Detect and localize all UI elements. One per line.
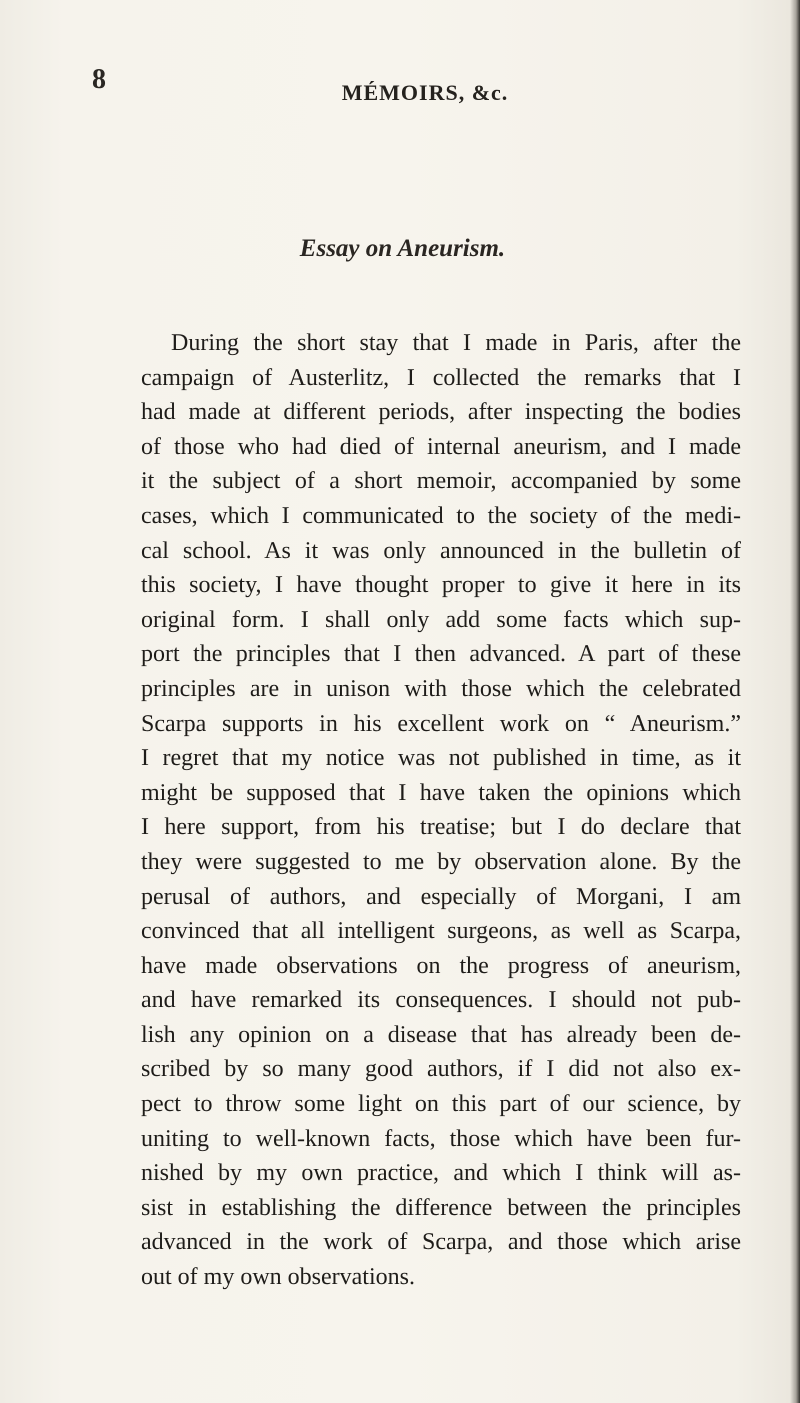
text-line: and have remarked its consequences. I should not pub- xyxy=(141,987,741,1014)
text-line: have made observations on the progress of aneurism, xyxy=(141,952,741,979)
text-line: out of my own observations. xyxy=(141,1264,415,1291)
text-line: nished by my own practice, and which I think will as- xyxy=(141,1160,741,1187)
text-line: Scarpa supports in his excellent work on “ Aneurism.” xyxy=(141,710,741,737)
text-line: advanced in the work of Scarpa, and those which arise xyxy=(141,1229,741,1256)
text-line: this society, I have thought proper to give it here in its xyxy=(141,572,741,599)
text-line: original form. I shall only add some facts which sup- xyxy=(141,606,741,633)
text-line: convinced that all intelligent surgeons, as well as Scarpa, xyxy=(141,918,741,945)
text-line: scribed by so many good authors, if I did not also ex- xyxy=(141,1056,741,1083)
text-line: it the subject of a short memoir, accompanied by some xyxy=(141,468,741,495)
text-line: had made at different periods, after inspecting the bodies xyxy=(141,399,741,426)
page-number: 8 xyxy=(92,64,106,95)
text-line: cal school. As it was only announced in the bulletin of xyxy=(141,537,741,564)
text-line: lish any opinion on a disease that has already been de- xyxy=(141,1021,741,1048)
text-line: uniting to well-known facts, those which have been fur- xyxy=(141,1125,741,1152)
essay-title: Essay on Aneurism. xyxy=(299,235,506,262)
text-line: principles are in unison with those which the celebrated xyxy=(141,675,741,702)
text-line: I regret that my notice was not published in time, as it xyxy=(141,745,741,772)
text-line: I here support, from his treatise; but I do declare that xyxy=(141,814,741,841)
text-line: of those who had died of internal aneurism, and I made xyxy=(141,433,741,460)
text-line: perusal of authors, and especially of Morgani, I am xyxy=(141,883,741,910)
text-line: they were suggested to me by observation alone. By the xyxy=(141,848,741,875)
essay-body xyxy=(141,326,741,1295)
text-line: port the principles that I then advanced. A part of these xyxy=(141,641,741,668)
text-line: sist in establishing the difference between the principles xyxy=(141,1194,741,1221)
text-line: During the short stay that I made in Paris, after the xyxy=(171,330,741,356)
text-line: might be supposed that I have taken the opinions which xyxy=(141,779,741,806)
text-line: pect to throw some light on this part of our science, by xyxy=(141,1091,741,1118)
page-edge-shadow xyxy=(790,0,800,1403)
text-line: campaign of Austerlitz, I collected the remarks that I xyxy=(141,364,741,391)
running-head: MÉMOIRS, &c. xyxy=(341,80,509,105)
text-line: cases, which I communicated to the society of the medi- xyxy=(141,502,741,529)
